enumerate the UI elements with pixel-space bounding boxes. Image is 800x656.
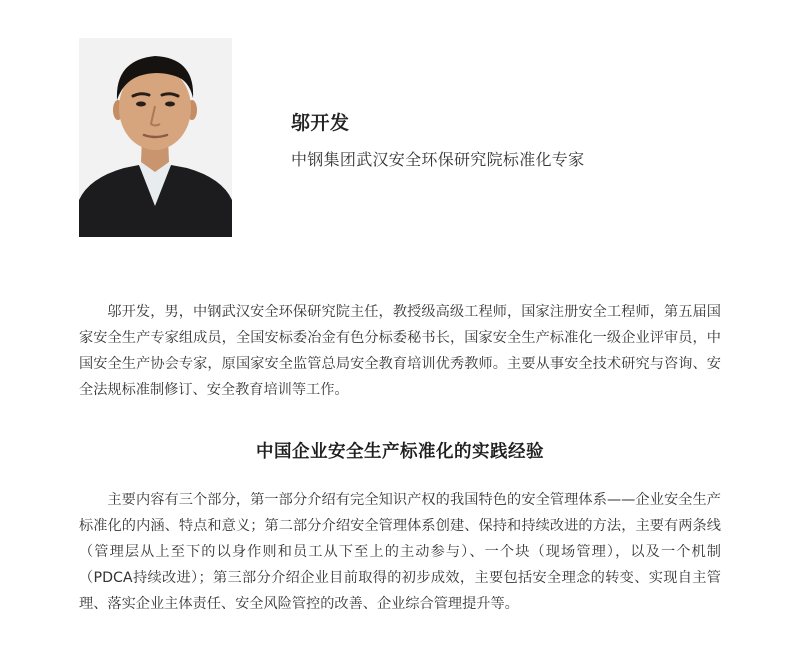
speaker-bio: 邬开发，男，中钢武汉安全环保研究院主任，教授级高级工程师，国家注册安全工程师，第五届国家安全生产专家组成员，全国安标委冶金有色分标委秘书长，国家安全生产标准化一级企业评审员，中国安全生产协会专家，原国家安全监管总局安全教育培训优秀教师。主要从事安全技术研究与咨询、安全法规标准制修订、安全教育培训等工作。: [79, 304, 721, 398]
talk-title: 中国企业安全生产标准化的实践经验: [256, 442, 544, 462]
speaker-affiliation: 中钢集团武汉安全环保研究院标准化专家: [291, 150, 585, 169]
speaker-name: 邬开发: [291, 112, 350, 134]
speaker-portrait: [79, 38, 232, 237]
talk-summary: 主要内容有三个部分，第一部分介绍有完全知识产权的我国特色的安全管理体系——企业安全生产标准化的内涵、特点和意义；第二部分介绍安全管理体系创建、保持和持续改进的方法，主要有两条线（管理层从上至下的以身作则和员工从下至上的主动参与）、一个块（现场管理），以及一个机制（PDCA持续改进）；第三部分介绍企业目前取得的初步成效，主要包括安全理念的转变、实现自主管理、落实企业主体责任、安全风险管控的改善、企业综合管理提升等。: [79, 492, 721, 612]
